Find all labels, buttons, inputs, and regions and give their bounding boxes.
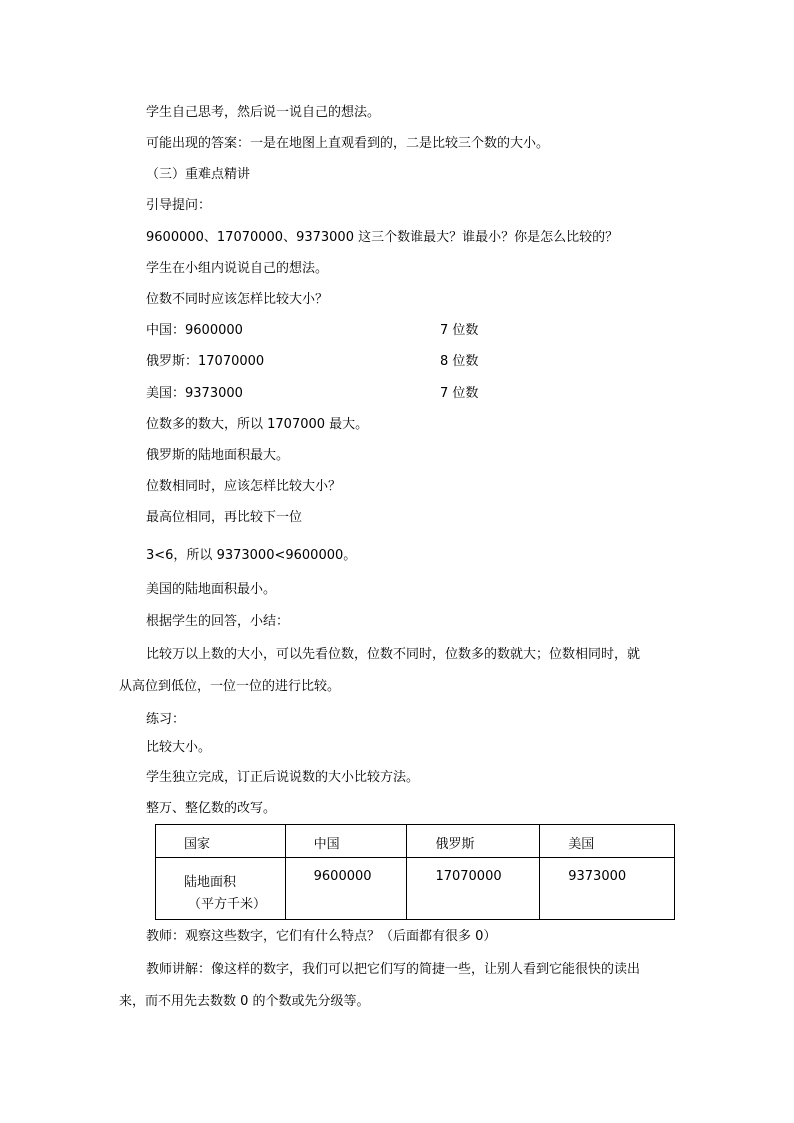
digits-item-country: 中国：9600000 bbox=[146, 323, 243, 338]
paragraph: 练习： bbox=[146, 712, 186, 727]
paragraph: 可能出现的答案：一是在地图上直观看到的，二是比较三个数的大小。 bbox=[146, 136, 550, 151]
table-header-row bbox=[156, 825, 675, 858]
digits-item-country: 美国：9373000 bbox=[146, 386, 243, 401]
digits-list-item bbox=[146, 323, 479, 339]
digits-item-country: 俄罗斯：17070000 bbox=[146, 354, 265, 369]
paragraph: 学生独立完成，订正后说说数的大小比较方法。 bbox=[146, 770, 420, 785]
row-unit-text: （平方千米） bbox=[188, 897, 267, 912]
table-cell: 17070000 bbox=[407, 858, 540, 920]
digits-list-item bbox=[146, 354, 479, 370]
paragraph: 比较万以上数的大小，可以先看位数，位数不同时，位数多的数就大；位数相同时，就 bbox=[146, 647, 641, 662]
table-header-cell: 中国 bbox=[285, 825, 407, 858]
paragraph: 教师讲解：像这样的数字，我们可以把它们写的简捷一些，让别人看到它能很快的读出 bbox=[146, 962, 641, 977]
digits-list-item bbox=[146, 386, 479, 402]
digits-item-count: 8 位数 bbox=[440, 354, 479, 369]
table-header-cell: 国家 bbox=[156, 825, 286, 858]
paragraph: 来，而不用先去数数 0 的个数或先分级等。 bbox=[119, 994, 370, 1009]
table-header-cell: 俄罗斯 bbox=[407, 825, 540, 858]
land-area-table bbox=[155, 824, 675, 920]
paragraph: 比较大小。 bbox=[146, 740, 212, 755]
paragraph: 美国的陆地面积最小。 bbox=[146, 582, 277, 597]
paragraph: 引导提问： bbox=[146, 198, 212, 213]
paragraph: 俄罗斯的陆地面积最大。 bbox=[146, 448, 290, 463]
paragraph: 教师：观察这些数字，它们有什么特点？（后面都有很多 0） bbox=[146, 929, 497, 944]
paragraph: 学生在小组内说说自己的想法。 bbox=[146, 261, 329, 276]
paragraph: 位数多的数大，所以 1707000 最大。 bbox=[146, 417, 369, 432]
row-label-text: 陆地面积 bbox=[184, 875, 237, 890]
paragraph: 3<6，所以 9373000<9600000。 bbox=[146, 548, 357, 563]
paragraph: 最高位相同，再比较下一位 bbox=[146, 510, 303, 525]
section-heading: （三）重难点精讲 bbox=[146, 167, 251, 182]
paragraph: 学生自己思考，然后说一说自己的想法。 bbox=[146, 105, 381, 120]
paragraph: 从高位到低位，一位一位的进行比较。 bbox=[119, 679, 341, 694]
table-cell: 9373000 bbox=[540, 858, 675, 920]
digits-item-count: 7 位数 bbox=[440, 323, 479, 338]
paragraph: 位数相同时，应该怎样比较大小？ bbox=[146, 479, 342, 494]
table-row-label bbox=[156, 858, 286, 920]
paragraph: 位数不同时应该怎样比较大小？ bbox=[146, 292, 329, 307]
table-row bbox=[156, 858, 675, 920]
table-cell: 9600000 bbox=[285, 858, 407, 920]
paragraph: 根据学生的回答，小结： bbox=[146, 614, 290, 629]
paragraph: 9600000、17070000、9373000 这三个数谁最大？谁最小？你是怎么比较的？ bbox=[146, 230, 619, 245]
digits-item-count: 7 位数 bbox=[440, 386, 479, 401]
table-header-cell: 美国 bbox=[540, 825, 675, 858]
paragraph: 整万、整亿数的改写。 bbox=[146, 801, 277, 816]
